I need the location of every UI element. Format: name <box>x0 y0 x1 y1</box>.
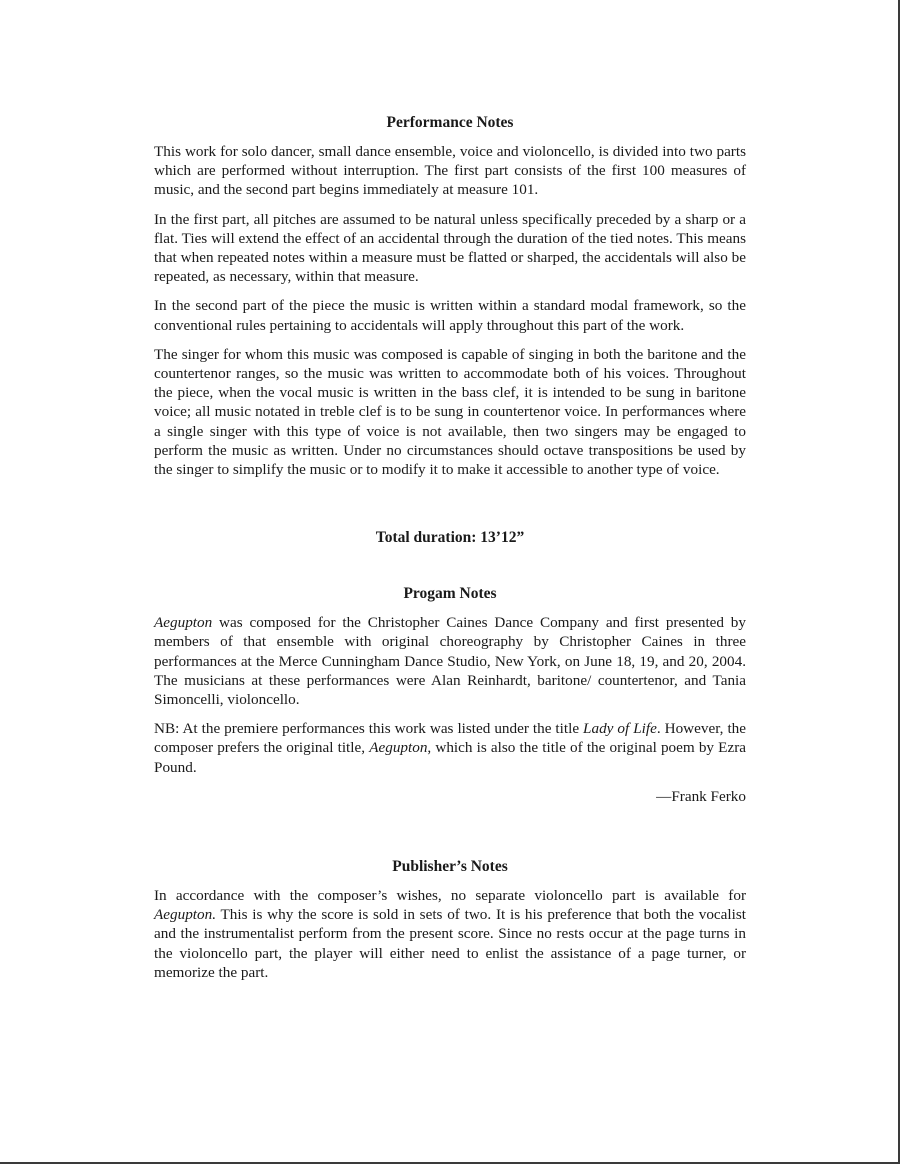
original-title: Aegupton <box>369 739 428 757</box>
program-notes-heading: Progam Notes <box>403 585 497 603</box>
premiere-title: Lady of Life <box>583 720 657 738</box>
nb-text-c: , which is also the title of the original poem by Ezra Pound. <box>154 739 747 776</box>
program-notes-text: was composed for the Christopher Caines Dance Company and first presented by members of that ensemble with original choreography by Christopher Caines in three performances at the Merce Cunningham Dance Studio, New York, on June 18, 19, and 20, 2004. The musicians at these performances were Alan Reinhardt, baritone/ countertenor, and Tania Simoncelli, violoncello. <box>154 614 746 709</box>
performance-notes-paragraph-3: In the second part of the piece the music is written within a standard modal framework, so the conventional rules pertaining to accidentals will apply throughout this part of the work. <box>154 297 746 334</box>
author-signature: —Frank Ferko <box>656 787 746 805</box>
nb-text-b: . However, the composer prefers the original title, <box>154 720 746 757</box>
program-notes-paragraph-2 <box>154 719 746 777</box>
publishers-text-a: In accordance with the composer’s wishes, no separate violoncello part is available for <box>154 887 746 905</box>
performance-notes-heading: Performance Notes <box>386 114 514 131</box>
publishers-notes-heading: Publisher’s Notes <box>392 858 508 876</box>
performance-notes-paragraph-4: The singer for whom this music was composed is capable of singing in both the baritone and the countertenor ranges, so the music was written to accommodate both of his voices. Throughout the piece, when the vocal music is written in the bass clef, it is intended to be sung in baritone voice; all music notated in treble clef is to be sung in countertenor voice. In performances where a single singer with this type of voice is not available, then two singers may be engaged to perform the music as written. Under no circumstances should octave transpositions be used by the singer to simplify the music or to modify it to make it accessible to another type of voice. <box>154 345 746 479</box>
page-content <box>154 112 746 982</box>
publishers-notes-paragraph <box>154 886 746 982</box>
nb-text-a: NB: At the premiere performances this work was listed under the title <box>154 720 584 738</box>
program-notes-paragraph-1 <box>154 613 746 709</box>
performance-notes-paragraph-1: This work for solo dancer, small dance ensemble, voice and violoncello, is divided into two parts which are performed without interruption. The first part consists of the first 100 measures of music, and the second part begins immediately at measure 101. <box>154 143 746 199</box>
total-duration: Total duration: 13’12” <box>375 529 525 547</box>
publishers-text-b: This is why the score is sold in sets of two. It is his preference that both the vocalist and the instrumentalist perform from the present score. Since no rests occur at the page turns in the violoncello part, the player will either need to enlist the assistance of a page turner, or memorize the part. <box>154 906 746 981</box>
publishers-work-title: Aegupton. <box>154 906 217 924</box>
work-title: Aegupton <box>154 614 213 632</box>
performance-notes-paragraph-2: In the first part, all pitches are assumed to be natural unless specifically preceded by a sharp or a flat. Ties will extend the effect of an accidental through the duration of the tied notes. This means that when repeated notes within a measure must be flatted or sharped, the accidentals will also be repeated, as necessary, within that measure. <box>154 210 746 286</box>
